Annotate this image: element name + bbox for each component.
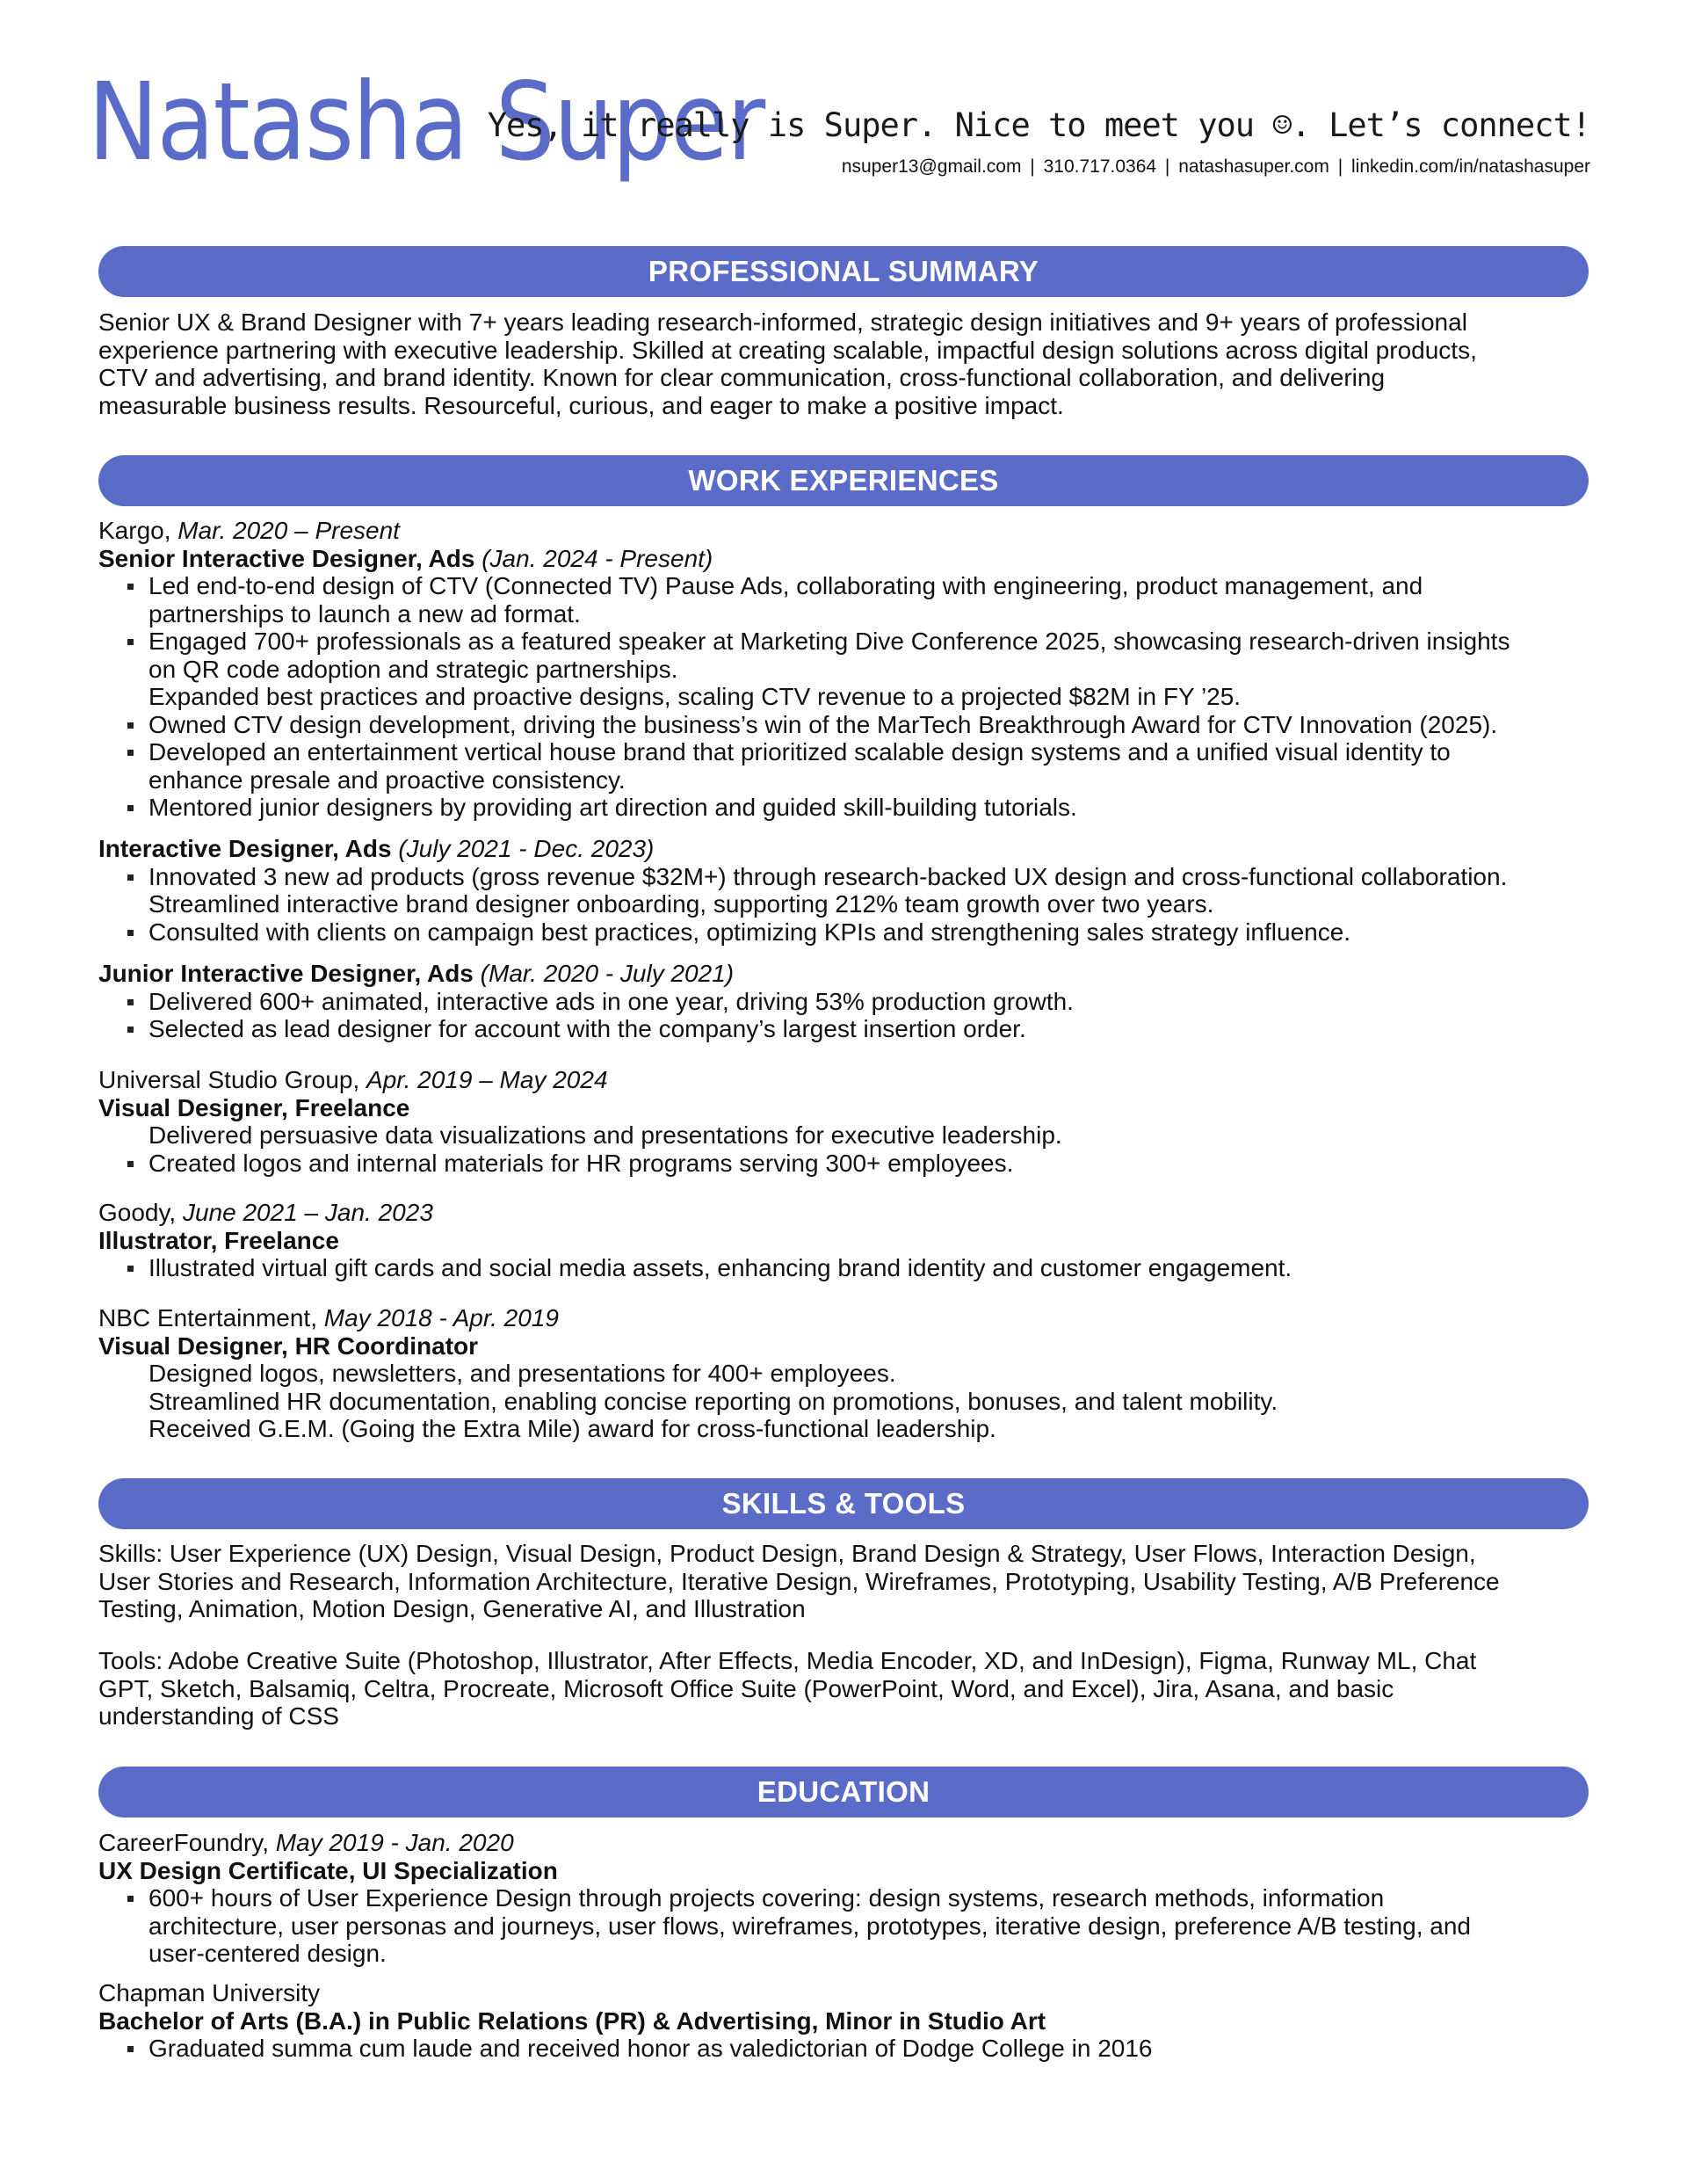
section-heading-work: WORK EXPERIENCES [98,455,1589,506]
bullet-continuation: enhance presale and proactive consistency. [148,765,626,794]
contact-separator: | [1337,156,1343,177]
section-heading-summary: PROFESSIONAL SUMMARY [98,246,1589,297]
tools-line: GPT, Sketch, Balsamiq, Celtra, Procreate, Microsoft Office Suite (PowerPoint, Word, and Excel), Jira, Asana, and basic [98,1674,1394,1702]
bullet-continuation: Designed logos, newsletters, and presentations for 400+ employees. [148,1360,896,1387]
bullet-item: Owned CTV design development, driving the business’s win of the MarTech Breakthrough Award for CTV Innovation (2025). [148,711,1592,739]
contact-website[interactable]: natashasuper.com [1178,156,1329,177]
org-name: Goody, [98,1199,177,1226]
org-dates: May 2018 - Apr. 2019 [323,1304,559,1331]
org-line [98,1304,1592,1332]
bullet-item: Selected as lead designer for account with the company’s largest insertion order. [148,1015,1592,1043]
summary-line: Senior UX & Brand Designer with 7+ years leading research-informed, strategic design initiatives and 9+ years of professional [98,308,1467,336]
contact-linkedin[interactable]: linkedin.com/in/natashasuper [1351,156,1590,177]
role-dates: (July 2021 - Dec. 2023) [398,835,655,862]
org-line [98,517,1592,545]
contact-separator: | [1164,156,1170,177]
summary-block [98,308,1592,419]
candidate-name: Natasha Super [88,60,764,185]
contact-line [842,156,1590,178]
role-name: Interactive Designer, Ads [98,835,392,862]
contact-separator: | [1030,156,1035,177]
skills-line: Skills: User Experience (UX) Design, Visual Design, Product Design, Brand Design & Strategy, User Flows, Interaction Design, [98,1540,1476,1567]
tools-line: Tools: Adobe Creative Suite (Photoshop, Illustrator, After Effects, Media Encoder, XD, and InDesign), Figma, Runway ML, Chat [98,1647,1477,1674]
org-name: Universal Studio Group, [98,1066,360,1093]
edu-careerfoundry [98,1829,1592,1968]
bullet-item: Graduated summa cum laude and received honor as valedictorian of Dodge College in 2016 [148,2035,1592,2063]
role-name: Senior Interactive Designer, Ads [98,544,475,572]
org-name: CareerFoundry, [98,1829,270,1856]
skills-line: User Stories and Research, Information Architecture, Iterative Design, Wireframes, Prototyping, Usability Testing, A/B Preference [98,1567,1500,1595]
role-junior-designer [98,960,1592,1043]
role-name: Junior Interactive Designer, Ads [98,960,474,987]
bullet-continuation: Streamlined interactive brand designer onboarding, supporting 212% team growth over two years. [148,890,1214,918]
role-title [98,960,1592,988]
org-dates: Mar. 2020 – Present [177,517,400,544]
contact-phone[interactable]: 310.717.0364 [1043,156,1157,177]
tagline: Yes, it really is Super. Nice to meet you ☺. Let’s connect! [487,106,1590,144]
bullet-list [98,1360,1592,1443]
summary-line: experience partnering with executive leadership. Skilled at creating scalable, impactful design solutions across digital products, [98,336,1477,364]
degree-title: UX Design Certificate, UI Specialization [98,1856,558,1884]
role-dates: (Mar. 2020 - July 2021) [480,960,735,987]
job-universal [98,1066,1592,1177]
bullet-list [98,988,1592,1043]
bullet-item: Developed an entertainment vertical house brand that prioritized scalable design systems and a unified visual identity to [148,738,1592,766]
tools-line: understanding of CSS [98,1702,339,1730]
summary-line: measurable business results. Resourceful, curious, and eager to make a positive impact. [98,391,1064,419]
bullet-item: Innovated 3 new ad products (gross revenue $32M+) through research-backed UX design and cross-functional collaboration. [148,863,1592,891]
contact-email[interactable]: nsuper13@gmail.com [841,156,1022,177]
role-title: Visual Designer, Freelance [98,1093,410,1121]
section-heading-skills: SKILLS & TOOLS [98,1478,1589,1529]
tools-block [98,1647,1592,1731]
summary-line: CTV and advertising, and brand identity. Known for clear communication, cross-functional collaboration, and delivering [98,364,1386,391]
bullet-continuation: Expanded best practices and proactive designs, scaling CTV revenue to a projected $82M in FY ’25. [148,683,1242,710]
org-line [98,1829,1592,1857]
bullet-list [98,1254,1592,1282]
degree-title: Bachelor of Arts (B.A.) in Public Relations (PR) & Advertising, Minor in Studio Art [98,2006,1046,2035]
role-title [98,835,1592,863]
org-dates: May 2019 - Jan. 2020 [275,1829,514,1856]
role-title: Visual Designer, HR Coordinator [98,1331,479,1360]
bullet-item: Created logos and internal materials for HR programs serving 300+ employees. [148,1150,1592,1178]
bullet-list [98,863,1592,947]
org-line [98,1066,1592,1094]
bullet-continuation: user-centered design. [148,1940,387,1967]
bullet-item: Engaged 700+ professionals as a featured speaker at Marketing Dive Conference 2025, showcasing research-driven insights [148,628,1592,656]
org-name: Kargo, [98,517,171,544]
bullet-item: 600+ hours of User Experience Design through projects covering: design systems, research methods, information [148,1884,1592,1912]
bullet-continuation: partnerships to launch a new ad format. [148,599,581,628]
skills-line: Testing, Animation, Motion Design, Generative AI, and Illustration [98,1595,806,1622]
job-kargo [98,517,1592,822]
bullet-list [98,1884,1592,1968]
edu-chapman [98,1979,1592,2063]
bullet-list [98,1121,1592,1177]
bullet-item: Consulted with clients on campaign best practices, optimizing KPIs and strengthening sales strategy influence. [148,918,1592,947]
job-goody [98,1199,1592,1282]
bullet-list [98,572,1592,822]
bullet-continuation: Received G.E.M. (Going the Extra Mile) award for cross-functional leadership. [148,1415,996,1442]
bullet-continuation: architecture, user personas and journeys, user flows, wireframes, prototypes, iterative design, preference A/B testing, and [148,1912,1471,1940]
skills-block [98,1540,1592,1623]
org-dates: June 2021 – Jan. 2023 [182,1199,433,1226]
bullet-item: Illustrated virtual gift cards and social media assets, enhancing brand identity and customer engagement. [148,1254,1592,1282]
job-nbc [98,1304,1592,1443]
bullet-item: Delivered 600+ animated, interactive ads in one year, driving 53% production growth. [148,988,1592,1016]
role-dates: (Jan. 2024 - Present) [481,544,713,572]
bullet-continuation: on QR code adoption and strategic partnerships. [148,655,678,683]
org-line [98,1199,1592,1227]
bullet-item: Mentored junior designers by providing art direction and guided skill-building tutorials. [148,794,1592,822]
org-name: NBC Entertainment, [98,1304,317,1331]
bullet-continuation: Delivered persuasive data visualizations and presentations for executive leadership. [148,1121,1062,1149]
bullet-item: Led end-to-end design of CTV (Connected TV) Pause Ads, collaborating with engineering, product management, and [148,572,1592,600]
section-heading-education: EDUCATION [98,1767,1589,1818]
org-dates: Apr. 2019 – May 2024 [366,1066,608,1093]
bullet-continuation: Streamlined HR documentation, enabling concise reporting on promotions, bonuses, and talent mobility. [148,1387,1278,1415]
role-title: Illustrator, Freelance [98,1226,339,1254]
org-name: Chapman University [98,1979,321,2006]
role-interactive-designer [98,835,1592,946]
role-title [98,545,1592,573]
bullet-list [98,2035,1592,2063]
